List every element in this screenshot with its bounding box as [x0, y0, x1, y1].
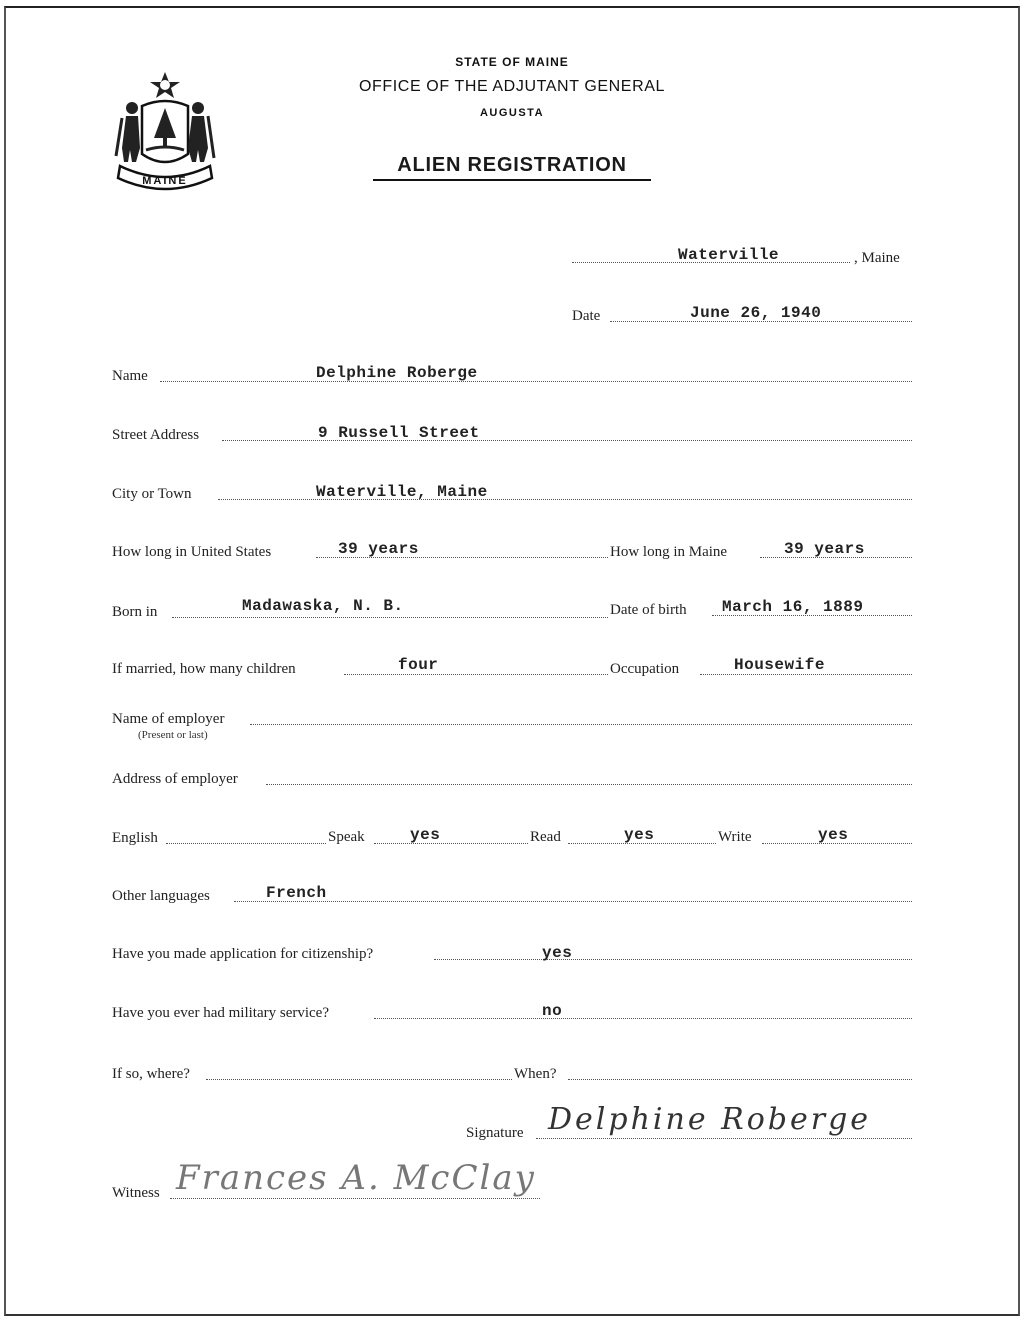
us-time-value: 39 years	[338, 540, 419, 558]
military-label: Have you ever had military service?	[112, 1005, 329, 1021]
header-city: AUGUSTA	[479, 107, 545, 119]
witness-handwriting: Frances A. McClay	[176, 1158, 536, 1198]
children-line	[344, 674, 608, 675]
where-label: If so, where?	[112, 1066, 190, 1082]
occupation-label: Occupation	[610, 661, 680, 677]
header-office: OFFICE OF THE ADJUTANT GENERAL	[358, 78, 666, 95]
other-languages-label: Other languages	[112, 888, 210, 904]
place-value: Waterville	[678, 246, 780, 264]
speak-label: Speak	[328, 829, 365, 845]
name-label: Name	[112, 368, 148, 384]
dob-label: Date of birth	[610, 602, 687, 618]
signature-line	[536, 1138, 912, 1139]
header-state: STATE OF MAINE	[455, 55, 569, 69]
employer-address-line	[266, 784, 912, 785]
page-title: ALIEN REGISTRATION	[373, 154, 651, 181]
read-label: Read	[530, 829, 561, 845]
city-value: Waterville, Maine	[316, 483, 488, 501]
employer-sublabel: (Present or last)	[138, 729, 208, 741]
citizenship-line	[434, 959, 912, 960]
where-line	[206, 1079, 512, 1080]
citizenship-label: Have you made application for citizenship?	[112, 946, 374, 962]
english-line	[166, 843, 326, 844]
date-value: June 26, 1940	[690, 304, 822, 322]
occupation-line	[700, 674, 912, 675]
name-value: Delphine Roberge	[316, 364, 478, 382]
occupation-value: Housewife	[734, 656, 825, 674]
witness-line	[170, 1198, 540, 1199]
street-label: Street Address	[112, 427, 200, 443]
other-languages-value: French	[266, 884, 327, 902]
read-value: yes	[624, 826, 655, 844]
other-languages-line	[234, 901, 912, 902]
employer-line	[250, 724, 912, 725]
employer-label: Name of employer	[112, 711, 225, 727]
street-value: 9 Russell Street	[318, 424, 480, 442]
maine-time-label: How long in Maine	[610, 544, 728, 560]
when-line	[568, 1079, 912, 1080]
english-label: English	[112, 830, 158, 846]
seal-banner-text: MAINE	[142, 175, 188, 187]
write-value: yes	[818, 826, 849, 844]
signature-handwriting: Delphine Roberge	[548, 1102, 872, 1137]
signature-label: Signature	[466, 1125, 524, 1141]
name-line	[160, 381, 912, 382]
when-label: When?	[514, 1066, 557, 1082]
dob-value: March 16, 1889	[722, 598, 864, 616]
us-time-label: How long in United States	[112, 544, 272, 560]
date-label: Date	[572, 308, 601, 324]
citizenship-value: yes	[542, 944, 573, 962]
children-value: four	[398, 656, 439, 674]
write-label: Write	[718, 829, 752, 845]
place-suffix: , Maine	[854, 250, 900, 266]
speak-line	[374, 843, 528, 844]
military-value: no	[542, 1002, 563, 1020]
children-label: If married, how many children	[112, 661, 296, 677]
born-label: Born in	[112, 604, 158, 620]
born-line	[172, 617, 608, 618]
military-line	[374, 1018, 912, 1019]
city-label: City or Town	[112, 486, 192, 502]
maine-time-value: 39 years	[784, 540, 865, 558]
born-value: Madawaska, N. B.	[242, 597, 404, 615]
witness-label: Witness	[112, 1185, 160, 1201]
employer-address-label: Address of employer	[112, 771, 238, 787]
speak-value: yes	[410, 826, 441, 844]
